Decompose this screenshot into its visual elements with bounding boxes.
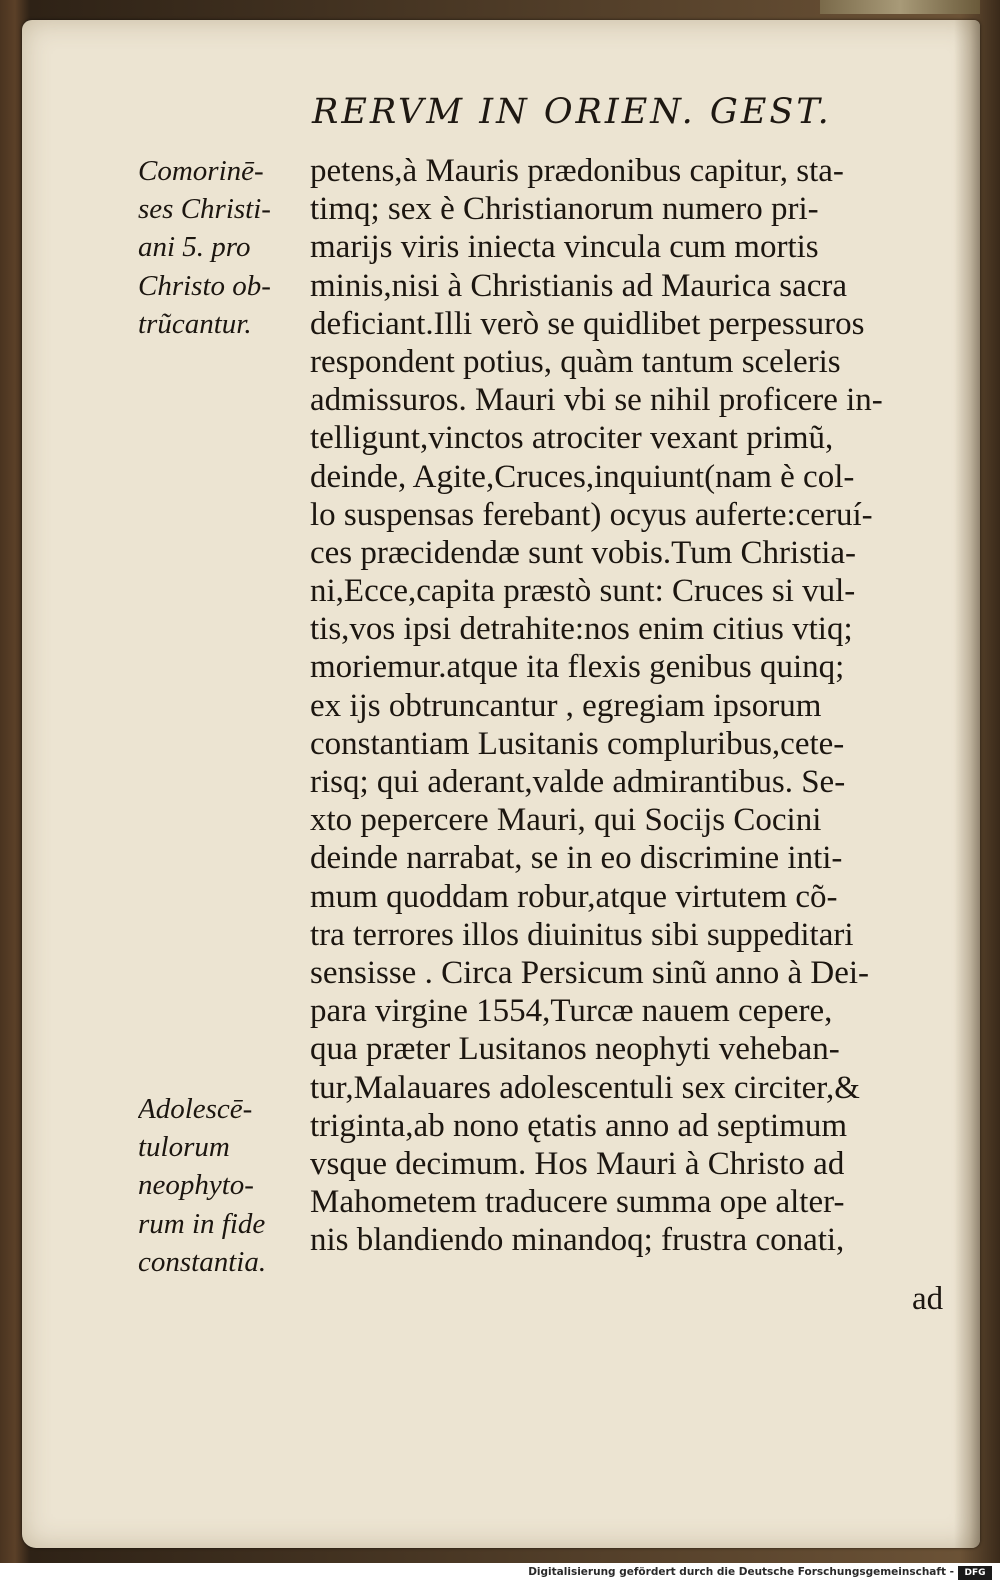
margin-note-line: Christo ob-	[138, 269, 271, 302]
text-line: deficiant.Illi verò se quidlibet perpessuros	[310, 305, 865, 342]
text-line: admissuros. Mauri vbi se nihil proficere in-	[310, 382, 883, 419]
text-line: ex ijs obtruncantur , egregiam ipsorum	[310, 687, 822, 724]
text-line: mum quoddam robur,atque virtutem cõ-	[310, 878, 838, 915]
margin-note-line: Comorinē-	[138, 155, 264, 187]
text-line: timq; sex è Christianorum numero pri-	[310, 191, 819, 228]
text-line: lo suspensas ferebant) ocyus auferte:ceruí-	[310, 496, 873, 533]
text-line: ces præcidendæ sunt vobis.Tum Christia-	[310, 534, 857, 571]
page-edge-shadow	[954, 20, 980, 1548]
text-line: para virgine 1554,Turcæ nauem cepere,	[310, 993, 833, 1030]
margin-note-line: rum in fide	[138, 1207, 266, 1240]
margin-note-line: ses Christi-	[138, 193, 271, 226]
text-line: Mahometem traducere summa ope alter-	[310, 1184, 845, 1221]
text-line: moriemur.atque ita flexis genibus quinq;	[310, 649, 845, 686]
text-line: deinde, Agite,Cruces,inquiunt(nam è col-	[310, 458, 855, 495]
text-line: minis,nisi à Christianis ad Maurica sacra	[310, 267, 848, 304]
text-line: ni,Ecce,capita præstò sunt: Cruces si vul-	[310, 573, 856, 610]
text-line: telligunt,vinctos atrociter vexant primũ,	[310, 420, 834, 457]
text-line: marijs viris iniecta vincula cum mortis	[310, 229, 819, 266]
text-line: deinde narrabat, se in eo discrimine inti-	[310, 840, 843, 877]
text-line: risq; qui aderant,valde admirantibus. Se-	[310, 764, 846, 800]
margin-note-line: neophyto-	[138, 1169, 254, 1202]
margin-note-youths	[138, 1090, 306, 1281]
text-line: vsque decimum. Hos Mauri à Christo ad	[310, 1145, 845, 1182]
text-line: nis blandiendo minandoq; frustra conati,	[310, 1222, 845, 1259]
book-edge	[820, 0, 980, 14]
funding-credit: Digitalisierung gefördert durch die Deutsche Forschungsgemeinschaft -	[528, 1566, 954, 1578]
digitization-footer	[0, 1563, 1000, 1583]
text-line: xto pepercere Mauri, qui Socijs Cocini	[310, 802, 822, 839]
margin-note-line: tulorum	[138, 1131, 230, 1164]
margin-note-line: ani 5. pro	[138, 231, 251, 264]
dfg-logo: DFG	[958, 1566, 992, 1580]
text-line: respondent potius, quàm tantum sceleris	[310, 343, 841, 380]
catchword: ad	[912, 1281, 944, 1317]
text-line: tur,Malauares adolescentuli sex circiter,&	[310, 1069, 860, 1106]
text-line: tis,vos ipsi detrahite:nos enim citius vtiq;	[310, 611, 853, 648]
text-line: qua præter Lusitanos neophyti veheban-	[310, 1031, 840, 1068]
margin-note-line: trũcantur.	[138, 307, 252, 340]
body-text	[310, 152, 950, 1259]
text-line: triginta,ab nono ętatis anno ad septimum	[310, 1107, 848, 1144]
running-head: RERVM IN ORIEN. GEST.	[312, 92, 832, 132]
margin-note-line: constantia.	[138, 1245, 267, 1278]
margin-note-line: Adolescē-	[138, 1093, 253, 1125]
margin-note-martyrs	[138, 152, 306, 343]
text-line: petens,à Mauris prædonibus capitur, sta-	[310, 153, 844, 189]
text-line: tra terrores illos diuinitus sibi suppeditari	[310, 916, 854, 953]
text-line: sensisse . Circa Persicum sinũ anno à Dei-	[310, 954, 870, 991]
text-line: constantiam Lusitanis compluribus,cete-	[310, 725, 845, 762]
